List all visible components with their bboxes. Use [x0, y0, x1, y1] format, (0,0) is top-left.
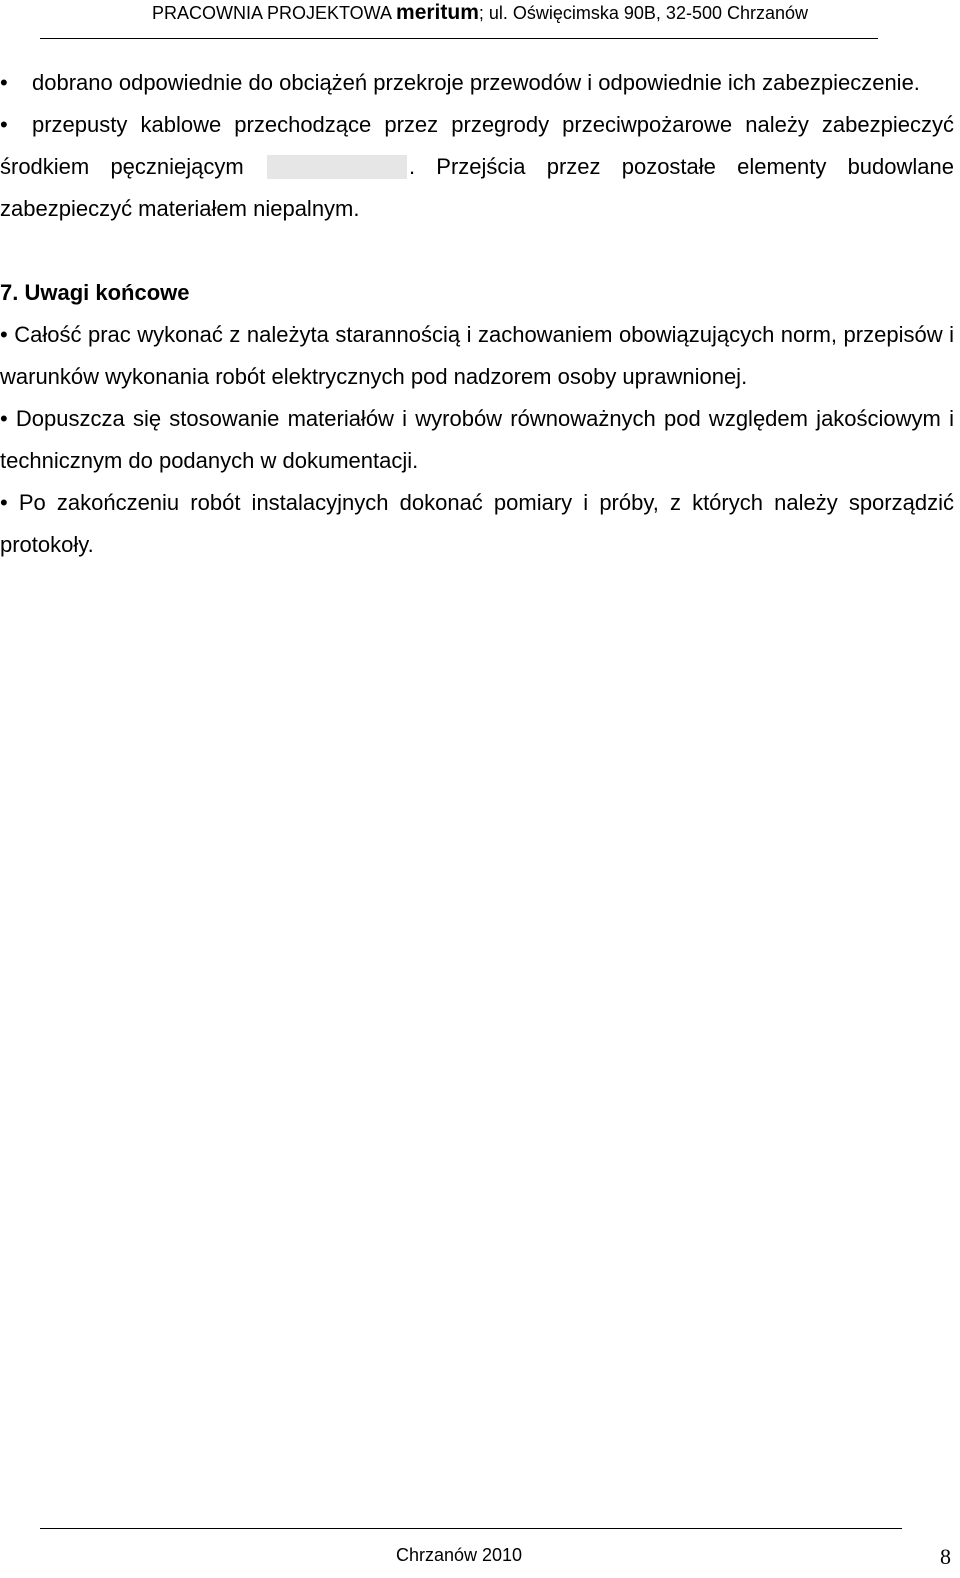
- bullet-marker: •: [0, 322, 8, 347]
- header-prefix: PRACOWNIA PROJEKTOWA: [151, 3, 397, 23]
- bullet-text: Całość prac wykonać z należyta starannością i zachowaniem obowiązujących norm, przepisów i warunków wykonania robót elektrycznych pod nadzorem osoby uprawnionej.: [0, 322, 954, 389]
- bullet-text: Dopuszcza się stosowanie materiałów i wyrobów równoważnych pod względem jakościowym i technicznym do podanych w dokumentacji.: [0, 406, 954, 473]
- page-number: 8: [940, 1544, 951, 1569]
- footer-location-year: Chrzanów 2010: [395, 1545, 523, 1565]
- page-header: [0, 2, 960, 24]
- bullet-item: [0, 62, 954, 104]
- bullet-marker: •: [0, 70, 8, 95]
- bullet-text: przepusty kablowe przechodzące przez przegrody przeciwpożarowe należy zabezpieczyć środkiem pęczniejącym: [0, 112, 954, 179]
- bullet-marker: •: [0, 406, 8, 431]
- bullet-item: [0, 314, 954, 398]
- bullet-marker: •: [0, 490, 8, 515]
- bullet-item: [0, 482, 954, 566]
- bullet-item: [0, 398, 954, 482]
- bullet-item: [0, 104, 954, 230]
- bullet-text: Po zakończeniu robót instalacyjnych dokonać pomiary i próby, z których należy sporządzić protokoły.: [0, 490, 954, 557]
- bullet-text-continued: . Przejścia przez pozostałe elementy budowlane zabezpieczyć materiałem niepalnym.: [0, 154, 954, 221]
- bullet-text: dobrano odpowiednie do obciążeń przekroje przewodów i odpowiednie ich zabezpieczenie.: [32, 70, 920, 95]
- header-divider: [40, 38, 878, 39]
- footer-divider: [40, 1528, 902, 1529]
- document-body: [0, 62, 954, 566]
- bullet-marker: •: [0, 112, 8, 137]
- header-address: ; ul. Oświęcimska 90B, 32-500 Chrzanów: [478, 3, 809, 23]
- section-heading: 7. Uwagi końcowe: [0, 280, 190, 305]
- redaction-block: [267, 155, 407, 179]
- header-brand: meritum: [396, 1, 479, 24]
- spacer: [0, 230, 954, 272]
